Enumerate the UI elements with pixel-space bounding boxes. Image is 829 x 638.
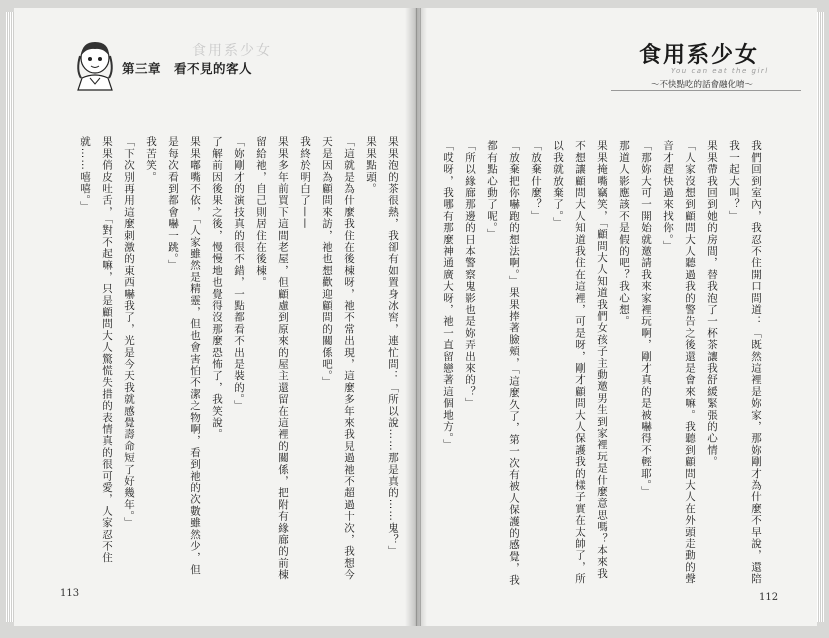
paragraph: 果果俏皮吐舌，「對不起嘛，只是顧問大人驚慌失措的表情真的很可愛，人家忍不住就……嘻嘻。」: [79, 136, 113, 564]
paragraph: 果果點頭。: [365, 136, 377, 195]
girl-illustration-icon: [72, 38, 118, 92]
running-header-left: [72, 38, 322, 100]
paragraph: 我終於明白了——: [299, 136, 311, 230]
paragraph: 果果嘟嘴不依，「人家雖然是精靈，但也會害怕不潔之物啊，看到祂的次數雖然少，但是每次看到都會嚇一跳。」: [167, 136, 201, 576]
right-page: [420, 8, 817, 626]
book-subtitle: ～不快點吃的話會融化唷～: [651, 80, 754, 90]
header-divider: [611, 90, 801, 91]
paragraph: 「所以緣廊那邊的日本警察鬼影也是妳弄出來的？」: [464, 140, 476, 410]
chapter-title: 第三章 看不見的客人: [122, 61, 253, 76]
paragraph: 「那妳大可一開始就邀請我來家裡玩啊，剛才真的是被嚇得不輕耶。」: [640, 140, 652, 498]
book-spine-gutter: [405, 8, 427, 626]
english-subtitle: You can eat the girl: [671, 67, 769, 75]
paragraph: 我苦笑。: [145, 136, 157, 183]
paragraph: 果果帶我回到她的房間，替我泡了一杯茶讓我舒緩緊張的心情。: [706, 140, 718, 468]
page-number: 113: [60, 588, 80, 599]
paragraph: 「妳剛才的演技真的很不錯，一點都看不出是裝的。」: [233, 136, 245, 412]
right-page-body: [437, 140, 767, 586]
paragraph: 果果泡的茶很熱，我卻有如置身冰窖，連忙問：「所以說……那是真的……鬼？」: [387, 136, 399, 558]
paragraph: 「這就是為什麼我住在後棟呀，祂不常出現，這麼多年來我見過祂不超過十次，我想今天是因為顧問來訪，祂也想歡迎顧問的關係吧。」: [321, 136, 355, 581]
right-page-edges: [816, 12, 824, 622]
running-header-right: [611, 38, 801, 102]
paragraph: 「下次別再用這麼刺激的東西嚇我了，光是今天我就感覺壽命短了好幾年。」: [123, 136, 135, 529]
faded-book-title: 食用系少女: [192, 43, 272, 59]
left-page: [14, 8, 417, 626]
paragraph: 「放棄什麼？」: [530, 140, 542, 222]
paragraph: 那道人影應該不是假的吧？我心想。: [618, 140, 630, 328]
page-number: 112: [759, 592, 779, 603]
paragraph: 我們回到室內，我忍不住開口問道：「既然這裡是妳家，那妳剛才為什麼不早說，還陪我一起大叫？」: [728, 140, 762, 585]
paragraph: 「放棄把你嚇跑的想法啊。」果果捧著臉頰，「這麼久了，第一次有被人保護的感覺，我都有點心動了呢。」: [486, 140, 520, 586]
paragraph: 果果多年前買下這間老屋，但顧慮到原來的屋主還留在這裡的關係，把附有緣廊的前棟留給祂，自己則居住在後棟。: [255, 136, 289, 581]
book-title-logo: 食用系少女: [639, 43, 760, 68]
left-page-edges: [6, 12, 14, 622]
paragraph: 果果掩嘴竊笑，「顧問大人知道我們女孩子主動邀男生到家裡玩是什麼意思嗎？本來我不想讓顧問大人知道我住在這裡，可是呀，剛才顧問大人保護我的樣子實在太帥了，所以我就放棄了。」: [552, 140, 608, 585]
paragraph: 「哎呀，我哪有那麼神通廣大呀，祂一直留戀著這個地方。」: [442, 140, 454, 451]
paragraph: 「人家沒想到顧問大人聽過我的警告之後還是會來嘛。我聽到顧問大人在外頭走動的聲音才趕快過來找你。」: [662, 140, 696, 585]
left-page-body: [74, 136, 404, 582]
paragraph: 了解前因後果之後，慢慢地也覺得沒那麼恐怖了，我笑說。: [211, 136, 223, 441]
